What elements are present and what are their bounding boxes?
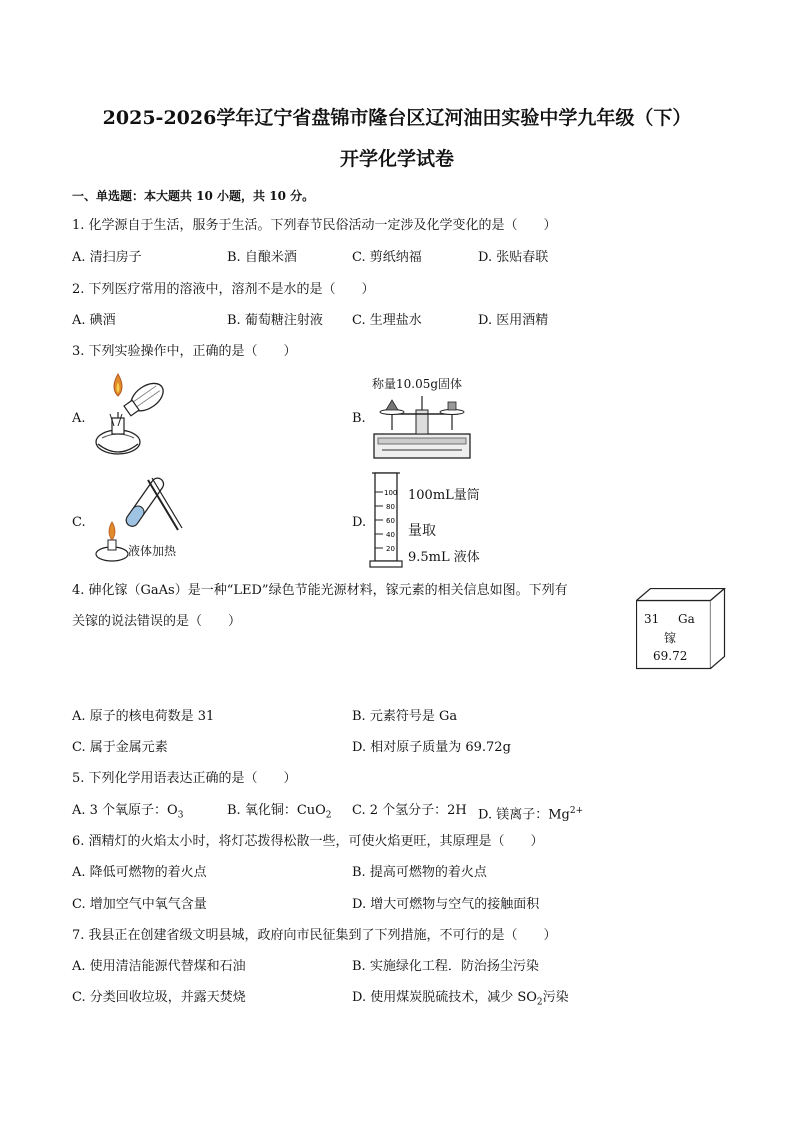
element-atomic-mass: 69.72 (653, 649, 688, 663)
cylinder-caption-size: 100mL量筒 (408, 488, 480, 503)
q6-option-b: B. 提高可燃物的着火点 (352, 865, 487, 880)
cylinder-tick-80: 80 (386, 503, 395, 511)
q1-option-d: D. 张贴春联 (478, 250, 549, 265)
q5-option-a: A. 3 个氧原子：$O_3$ (72, 803, 184, 821)
q7-option-a: A. 使用清洁能源代替煤和石油 (72, 959, 246, 974)
q4-option-d: D. 相对原子质量为 69.72g (352, 740, 511, 755)
section-heading: 一、单选题：本大题共 10 小题，共 10 分。 (72, 189, 315, 203)
q7-option-c: C. 分类回收垃圾，并露天焚烧 (72, 990, 246, 1005)
q5-option-b: B. 氧化铜：CuO$_2$ (227, 803, 332, 821)
q1-option-c: C. 剪纸纳福 (352, 250, 422, 265)
q3-option-a-label: A. (72, 411, 86, 426)
cylinder-tick-60: 60 (386, 517, 395, 525)
question-7-stem: 7. 我县正在创建省级文明县城，政府向市民征集到了下列措施，不可行的是（ ） (72, 928, 557, 943)
cylinder-caption-volume: 9.5mL 液体 (408, 550, 480, 565)
exam-title-line1: 2025-2026学年辽宁省盘锦市隆台区辽河油田实验中学九年级（下） (102, 107, 692, 129)
balance-scale-image (372, 390, 472, 462)
q2-option-a: A. 碘酒 (72, 313, 116, 328)
q6-option-d: D. 增大可燃物与空气的接触面积 (352, 897, 540, 912)
question-6-stem: 6. 酒精灯的火焰太小时，将灯芯拨得松散一些，可使火焰更旺，其原理是（ ） (72, 834, 544, 849)
q2-option-b: B. 葡萄糖注射液 (227, 313, 323, 328)
gallium-element-card (636, 588, 728, 670)
element-name: 镓 (664, 631, 677, 645)
element-atomic-number: 31 (644, 612, 660, 626)
question-5-stem: 5. 下列化学用语表达正确的是（ ） (72, 771, 297, 786)
question-2-stem: 2. 下列医疗常用的溶液中，溶剂不是水的是（ ） (72, 282, 375, 297)
cylinder-tick-40: 40 (386, 531, 395, 539)
heating-caption: 液体加热 (128, 544, 177, 558)
q6-option-c: C. 增加空气中氧气含量 (72, 897, 207, 912)
question-1-stem: 1. 化学源自于生活，服务于生活。下列春节民俗活动一定涉及化学变化的是（ ） (72, 218, 557, 233)
q1-option-a: A. 清扫房子 (72, 250, 142, 265)
q5-option-c: C. 2 个氢分子：2H (352, 803, 467, 818)
q7-option-d: D. 使用煤炭脱硫技术，减少 $SO_2$污染 (352, 990, 569, 1008)
q1-option-b: B. 自酿米酒 (227, 250, 297, 265)
q3-option-b-label: B. (352, 411, 366, 426)
exam-title-line2: 开学化学试卷 (339, 148, 454, 170)
graduated-cylinder-image (368, 470, 404, 570)
question-3-stem: 3. 下列实验操作中，正确的是（ ） (72, 344, 297, 359)
q7-option-b: B. 实施绿化工程．防治扬尘污染 (352, 959, 539, 974)
question-4-stem-line1: 4. 砷化镓（GaAs）是一种“LED”绿色节能光源材料，镓元素的相关信息如图。下列有 (72, 583, 568, 598)
q5-option-d: D. 镁离子：$Mg^{2+}$ (478, 806, 584, 823)
q4-option-a: A. 原子的核电荷数是 31 (72, 709, 215, 724)
q4-option-b: B. 元素符号是 Ga (352, 709, 458, 724)
cylinder-tick-20: 20 (386, 545, 395, 553)
q6-option-a: A. 降低可燃物的着火点 (72, 865, 207, 880)
alcohol-lamp-lighting-image (88, 370, 178, 462)
cylinder-caption-measure: 量取 (408, 523, 436, 539)
balance-caption: 称量10.05g固体 (372, 377, 463, 391)
q2-option-d: D. 医用酒精 (478, 313, 549, 328)
q3-option-c-label: C. (72, 515, 86, 530)
element-symbol: Ga (678, 612, 695, 626)
q2-option-c: C. 生理盐水 (352, 313, 422, 328)
q4-option-c: C. 属于金属元素 (72, 740, 168, 755)
cylinder-tick-100: 100 (384, 489, 398, 497)
question-4-stem-line2: 关镓的说法错误的是（ ） (72, 614, 242, 629)
q3-option-d-label: D. (352, 515, 367, 530)
